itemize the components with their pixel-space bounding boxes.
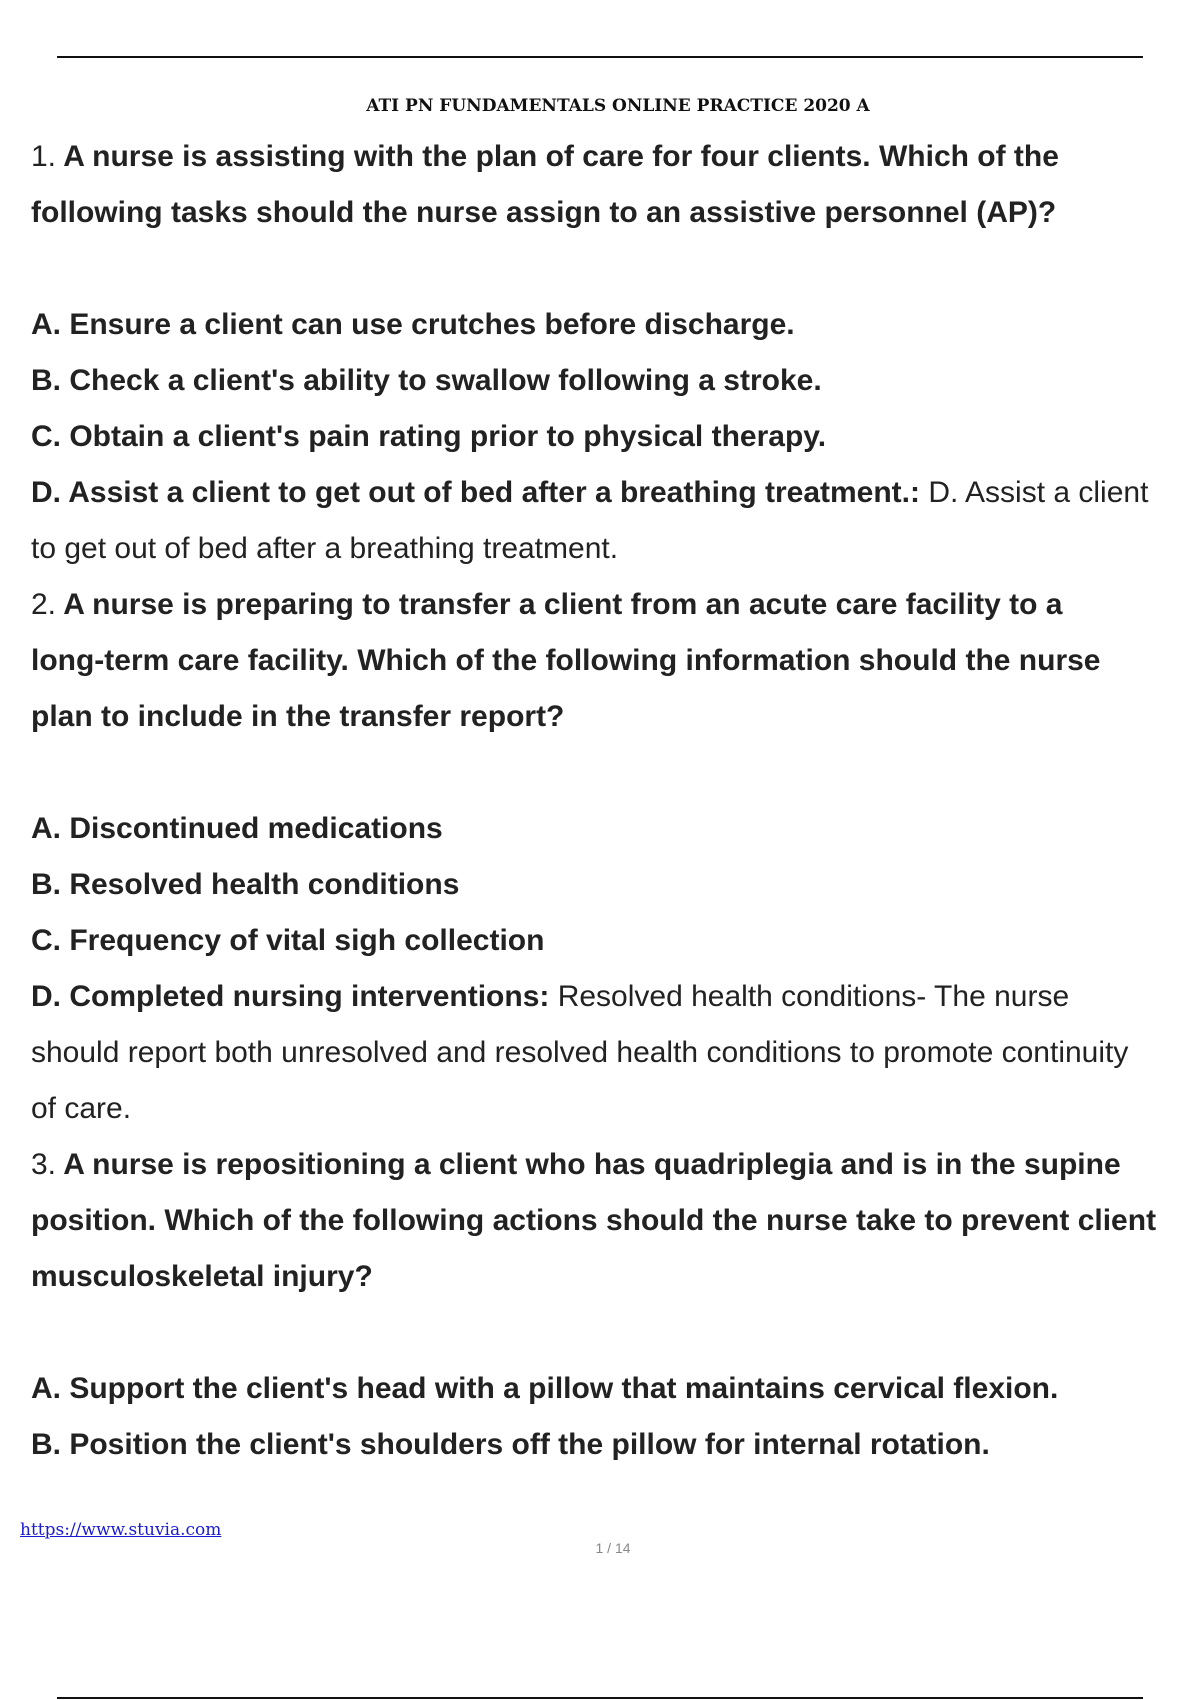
option-b: B. Check a client's ability to swallow following a stroke. (31, 364, 822, 397)
question-stem-line (31, 129, 1200, 185)
bottom-rule (57, 1697, 1143, 1699)
option-c: C. Frequency of vital sigh collection (31, 924, 545, 957)
question-number: 2. (31, 588, 57, 621)
question-2 (31, 577, 1200, 1137)
question-number: 3. (31, 1148, 57, 1181)
question-stem-text: A nurse is preparing to transfer a client from an acute care facility to a (56, 588, 1063, 621)
page-indicator: 1 / 14 (595, 1540, 631, 1556)
question-stem-line (31, 1137, 1200, 1193)
question-stem-line: long-term care facility. Which of the following information should the nurse (31, 644, 1101, 677)
option-a: A. Discontinued medications (31, 812, 443, 845)
answer-text: should report both unresolved and resolved health conditions to promote continuity (31, 1036, 1129, 1069)
option-c: C. Obtain a client's pain rating prior to physical therapy. (31, 420, 827, 453)
question-stem-line (31, 577, 1200, 633)
question-stem-line: plan to include in the transfer report? (31, 700, 565, 733)
answer-text: to get out of bed after a breathing treatment. (31, 532, 619, 565)
option-b: B. Resolved health conditions (31, 868, 460, 901)
document-body (31, 129, 1200, 1473)
question-stem-line: musculoskeletal injury? (31, 1260, 373, 1293)
answer-text: of care. (31, 1092, 132, 1125)
option-a: A. Support the client's head with a pillow that maintains cervical flexion. (31, 1372, 1059, 1405)
top-rule (57, 56, 1143, 58)
answer-text: Resolved health conditions- The nurse (549, 980, 1070, 1013)
option-d-with-answer (31, 969, 1200, 1025)
question-3 (31, 1137, 1200, 1473)
answer-text: D. Assist a client (920, 476, 1149, 509)
spacer (31, 1305, 1200, 1361)
question-stem-line: position. Which of the following actions should the nurse take to prevent client (31, 1204, 1157, 1237)
question-stem-text: A nurse is repositioning a client who has quadriplegia and is in the supine (56, 1148, 1121, 1181)
spacer (31, 241, 1200, 297)
document-title: ATI PN FUNDAMENTALS ONLINE PRACTICE 2020 A (366, 96, 870, 116)
option-b: B. Position the client's shoulders off the pillow for internal rotation. (31, 1428, 990, 1461)
option-d: D. Assist a client to get out of bed after a breathing treatment.: (31, 476, 920, 509)
question-1 (31, 129, 1200, 577)
option-d-with-answer (31, 465, 1200, 521)
question-number: 1. (31, 140, 57, 173)
option-a: A. Ensure a client can use crutches before discharge. (31, 308, 795, 341)
option-d: D. Completed nursing interventions: (31, 980, 550, 1013)
source-link[interactable]: https://www.stuvia.com (20, 1520, 222, 1540)
spacer (31, 745, 1200, 801)
question-stem-text: A nurse is assisting with the plan of care for four clients. Which of the (56, 140, 1059, 173)
question-stem-line: following tasks should the nurse assign to an assistive personnel (AP)? (31, 196, 1057, 229)
